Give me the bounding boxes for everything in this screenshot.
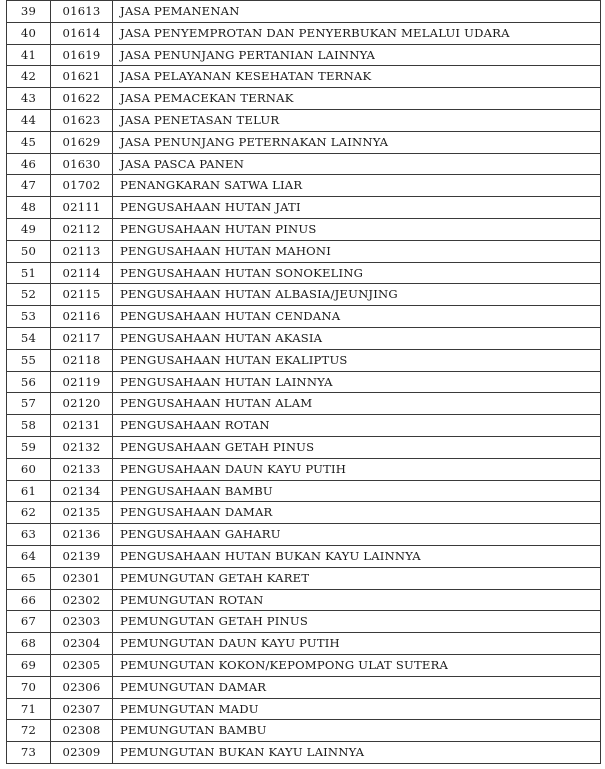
row-number: 53 [7, 306, 51, 328]
classification-code: 01622 [51, 88, 113, 110]
table-row [7, 44, 601, 66]
table-row [7, 109, 601, 131]
row-number: 67 [7, 611, 51, 633]
table-row [7, 306, 601, 328]
table-row [7, 611, 601, 633]
table-row [7, 567, 601, 589]
table-row [7, 284, 601, 306]
table-row [7, 502, 601, 524]
table-row [7, 349, 601, 371]
classification-name: PENGUSAHAAN HUTAN CENDANA [113, 306, 601, 328]
classification-code: 01621 [51, 66, 113, 88]
classification-code: 02134 [51, 480, 113, 502]
classification-name: PENGUSAHAAN HUTAN LAINNYA [113, 371, 601, 393]
row-number: 57 [7, 393, 51, 415]
row-number: 55 [7, 349, 51, 371]
classification-name: PENGUSAHAAN BAMBU [113, 480, 601, 502]
row-number: 41 [7, 44, 51, 66]
row-number: 39 [7, 1, 51, 23]
classification-code: 01623 [51, 109, 113, 131]
classification-name: PENGUSAHAAN HUTAN MAHONI [113, 240, 601, 262]
classification-name: JASA PENYEMPROTAN DAN PENYERBUKAN MELALUI UDARA [113, 22, 601, 44]
row-number: 49 [7, 218, 51, 240]
classification-name: PENGUSAHAAN DAUN KAYU PUTIH [113, 458, 601, 480]
classification-name: PEMUNGUTAN MADU [113, 698, 601, 720]
classification-name: PENGUSAHAAN HUTAN SONOKELING [113, 262, 601, 284]
table-row [7, 197, 601, 219]
row-number: 50 [7, 240, 51, 262]
classification-name: JASA PENUNJANG PETERNAKAN LAINNYA [113, 131, 601, 153]
classification-code: 01630 [51, 153, 113, 175]
table-row [7, 698, 601, 720]
table-row [7, 524, 601, 546]
classification-code: 02117 [51, 327, 113, 349]
classification-name: PENGUSAHAAN HUTAN ALAM [113, 393, 601, 415]
classification-name: PEMUNGUTAN DAUN KAYU PUTIH [113, 633, 601, 655]
classification-code: 02132 [51, 436, 113, 458]
row-number: 42 [7, 66, 51, 88]
row-number: 56 [7, 371, 51, 393]
row-number: 48 [7, 197, 51, 219]
classification-code: 01702 [51, 175, 113, 197]
row-number: 72 [7, 720, 51, 742]
classification-code: 02118 [51, 349, 113, 371]
row-number: 66 [7, 589, 51, 611]
table-row [7, 458, 601, 480]
classification-code: 02308 [51, 720, 113, 742]
classification-code: 02139 [51, 545, 113, 567]
classification-code: 01619 [51, 44, 113, 66]
classification-code: 02302 [51, 589, 113, 611]
classification-code: 01629 [51, 131, 113, 153]
row-number: 62 [7, 502, 51, 524]
row-number: 44 [7, 109, 51, 131]
table-row [7, 654, 601, 676]
row-number: 65 [7, 567, 51, 589]
table-row [7, 153, 601, 175]
row-number: 70 [7, 676, 51, 698]
classification-name: JASA PASCA PANEN [113, 153, 601, 175]
classification-code: 02306 [51, 676, 113, 698]
table-row [7, 742, 601, 764]
row-number: 40 [7, 22, 51, 44]
classification-name: JASA PEMACEKAN TERNAK [113, 88, 601, 110]
classification-code: 02131 [51, 415, 113, 437]
classification-name: PENANGKARAN SATWA LIAR [113, 175, 601, 197]
classification-name: JASA PELAYANAN KESEHATAN TERNAK [113, 66, 601, 88]
row-number: 71 [7, 698, 51, 720]
row-number: 60 [7, 458, 51, 480]
classification-name: PENGUSAHAAN GETAH PINUS [113, 436, 601, 458]
classification-code: 02309 [51, 742, 113, 764]
classification-name: PENGUSAHAAN ROTAN [113, 415, 601, 437]
classification-name: PENGUSAHAAN HUTAN ALBASIA/JEUNJING [113, 284, 601, 306]
classification-code: 02133 [51, 458, 113, 480]
classification-name: PENGUSAHAAN HUTAN JATI [113, 197, 601, 219]
classification-code: 02135 [51, 502, 113, 524]
row-number: 47 [7, 175, 51, 197]
classification-name: JASA PENETASAN TELUR [113, 109, 601, 131]
classification-code: 02305 [51, 654, 113, 676]
classification-code: 02112 [51, 218, 113, 240]
table-row [7, 327, 601, 349]
row-number: 52 [7, 284, 51, 306]
row-number: 63 [7, 524, 51, 546]
classification-code: 02114 [51, 262, 113, 284]
row-number: 61 [7, 480, 51, 502]
row-number: 59 [7, 436, 51, 458]
table-row [7, 633, 601, 655]
table-body [7, 1, 601, 764]
classification-code: 02120 [51, 393, 113, 415]
table-row [7, 218, 601, 240]
classification-name: JASA PEMANENAN [113, 1, 601, 23]
row-number: 58 [7, 415, 51, 437]
classification-code: 02111 [51, 197, 113, 219]
classification-name: PENGUSAHAAN GAHARU [113, 524, 601, 546]
table-row [7, 88, 601, 110]
table-row [7, 436, 601, 458]
classification-code: 02303 [51, 611, 113, 633]
classification-name: PENGUSAHAAN HUTAN EKALIPTUS [113, 349, 601, 371]
row-number: 43 [7, 88, 51, 110]
row-number: 69 [7, 654, 51, 676]
table-row [7, 545, 601, 567]
classification-code: 01613 [51, 1, 113, 23]
classification-code: 02136 [51, 524, 113, 546]
classification-name: PENGUSAHAAN HUTAN PINUS [113, 218, 601, 240]
row-number: 68 [7, 633, 51, 655]
classification-name: PEMUNGUTAN KOKON/KEPOMPONG ULAT SUTERA [113, 654, 601, 676]
classification-code: 02301 [51, 567, 113, 589]
classification-code: 02304 [51, 633, 113, 655]
classification-name: PEMUNGUTAN BAMBU [113, 720, 601, 742]
classification-name: PEMUNGUTAN ROTAN [113, 589, 601, 611]
row-number: 51 [7, 262, 51, 284]
classification-name: PENGUSAHAAN HUTAN BUKAN KAYU LAINNYA [113, 545, 601, 567]
classification-code: 02119 [51, 371, 113, 393]
table-row [7, 22, 601, 44]
row-number: 46 [7, 153, 51, 175]
table-row [7, 66, 601, 88]
classification-name: JASA PENUNJANG PERTANIAN LAINNYA [113, 44, 601, 66]
classification-code: 01614 [51, 22, 113, 44]
table-row [7, 720, 601, 742]
table-row [7, 480, 601, 502]
classification-name: PEMUNGUTAN DAMAR [113, 676, 601, 698]
table-row [7, 240, 601, 262]
table-row [7, 262, 601, 284]
classification-name: PEMUNGUTAN GETAH KARET [113, 567, 601, 589]
row-number: 54 [7, 327, 51, 349]
classification-code: 02115 [51, 284, 113, 306]
table-row [7, 415, 601, 437]
classification-name: PEMUNGUTAN GETAH PINUS [113, 611, 601, 633]
table-row [7, 676, 601, 698]
table-row [7, 1, 601, 23]
table-row [7, 589, 601, 611]
classification-code: 02116 [51, 306, 113, 328]
table-row [7, 393, 601, 415]
table-row [7, 175, 601, 197]
row-number: 64 [7, 545, 51, 567]
business-classification-table [6, 0, 601, 764]
classification-code: 02113 [51, 240, 113, 262]
row-number: 45 [7, 131, 51, 153]
classification-name: PEMUNGUTAN BUKAN KAYU LAINNYA [113, 742, 601, 764]
classification-name: PENGUSAHAAN HUTAN AKASIA [113, 327, 601, 349]
classification-code: 02307 [51, 698, 113, 720]
row-number: 73 [7, 742, 51, 764]
classification-name: PENGUSAHAAN DAMAR [113, 502, 601, 524]
table-row [7, 371, 601, 393]
table-row [7, 131, 601, 153]
